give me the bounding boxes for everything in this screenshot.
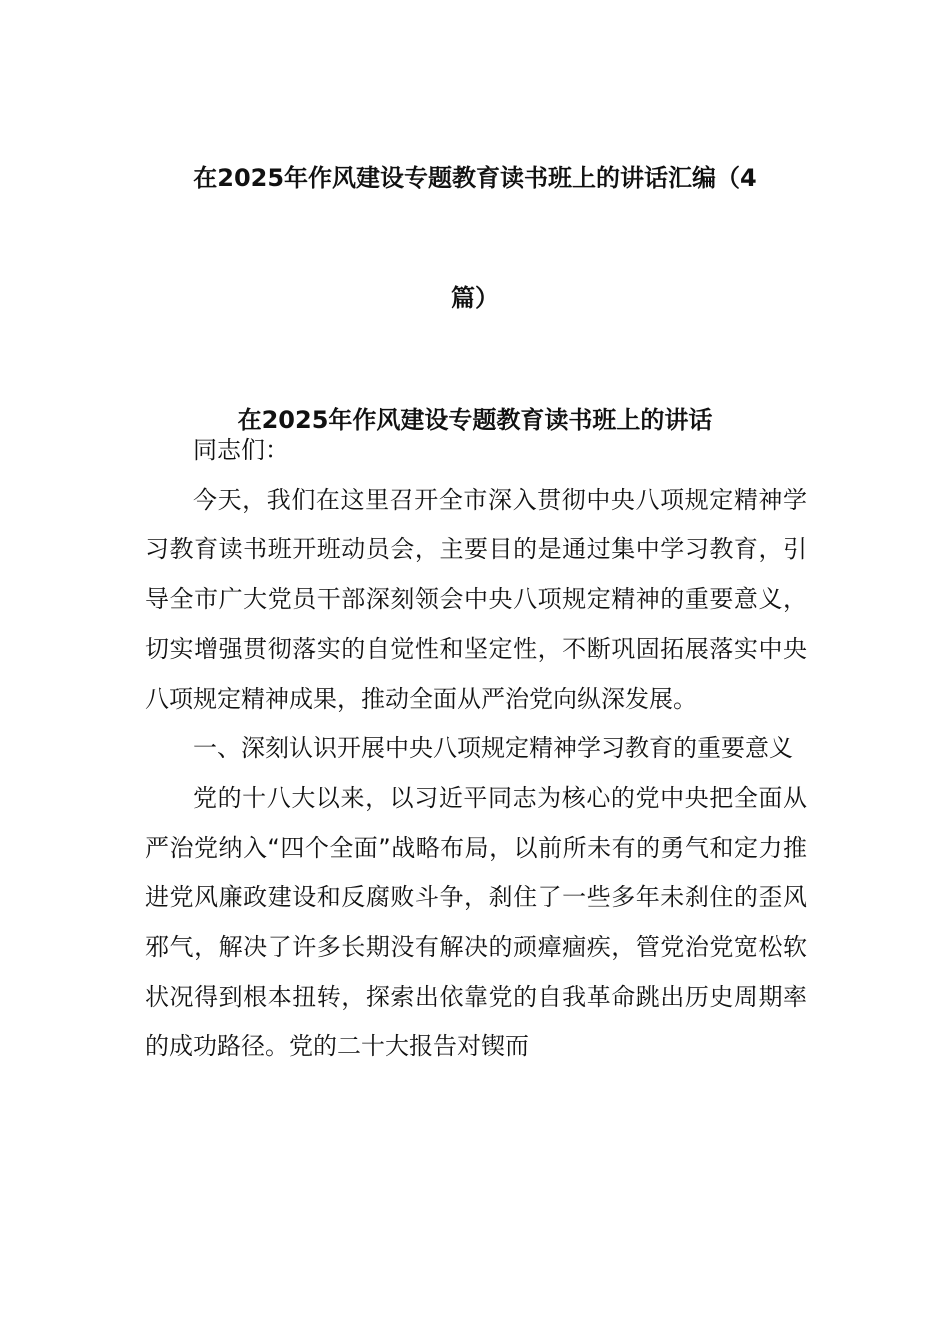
- speech-body: [145, 426, 807, 1072]
- document-title-line-2: 篇）: [451, 284, 499, 312]
- greeting: 同志们：: [193, 436, 289, 464]
- paragraph-2: 党的十八大以来，以习近平同志为核心的党中央把全面从严治党纳入“四个全面”战略布局，以前所未有的勇气和定力推进党风廉政建设和反腐败斗争，刹住了一些多年未刹住的歪风邪气，解决了许多长期没有解决的顽瘴痼疾，管党治党宽松软状况得到根本扭转，探索出依靠党的自我革命跳出历史周期率的成功路径。党的二十大报告对锲而: [145, 783, 807, 1061]
- speech-title: 在2025年作风建设专题教育读书班上的讲话: [237, 406, 713, 434]
- paragraph-1: 今天，我们在这里召开全市深入贯彻中央八项规定精神学习教育读书班开班动员会，主要目的是通过集中学习教育，引导全市广大党员干部深刻领会中央八项规定精神的重要意义，切实增强贯彻落实的自觉性和坚定性，不断巩固拓展落实中央八项规定精神成果，推动全面从严治党向纵深发展。: [145, 485, 807, 713]
- document-title-line-1: 在2025年作风建设专题教育读书班上的讲话汇编（4: [193, 164, 757, 192]
- section-heading-1: 一、深刻认识开展中央八项规定精神学习教育的重要意义: [193, 734, 793, 763]
